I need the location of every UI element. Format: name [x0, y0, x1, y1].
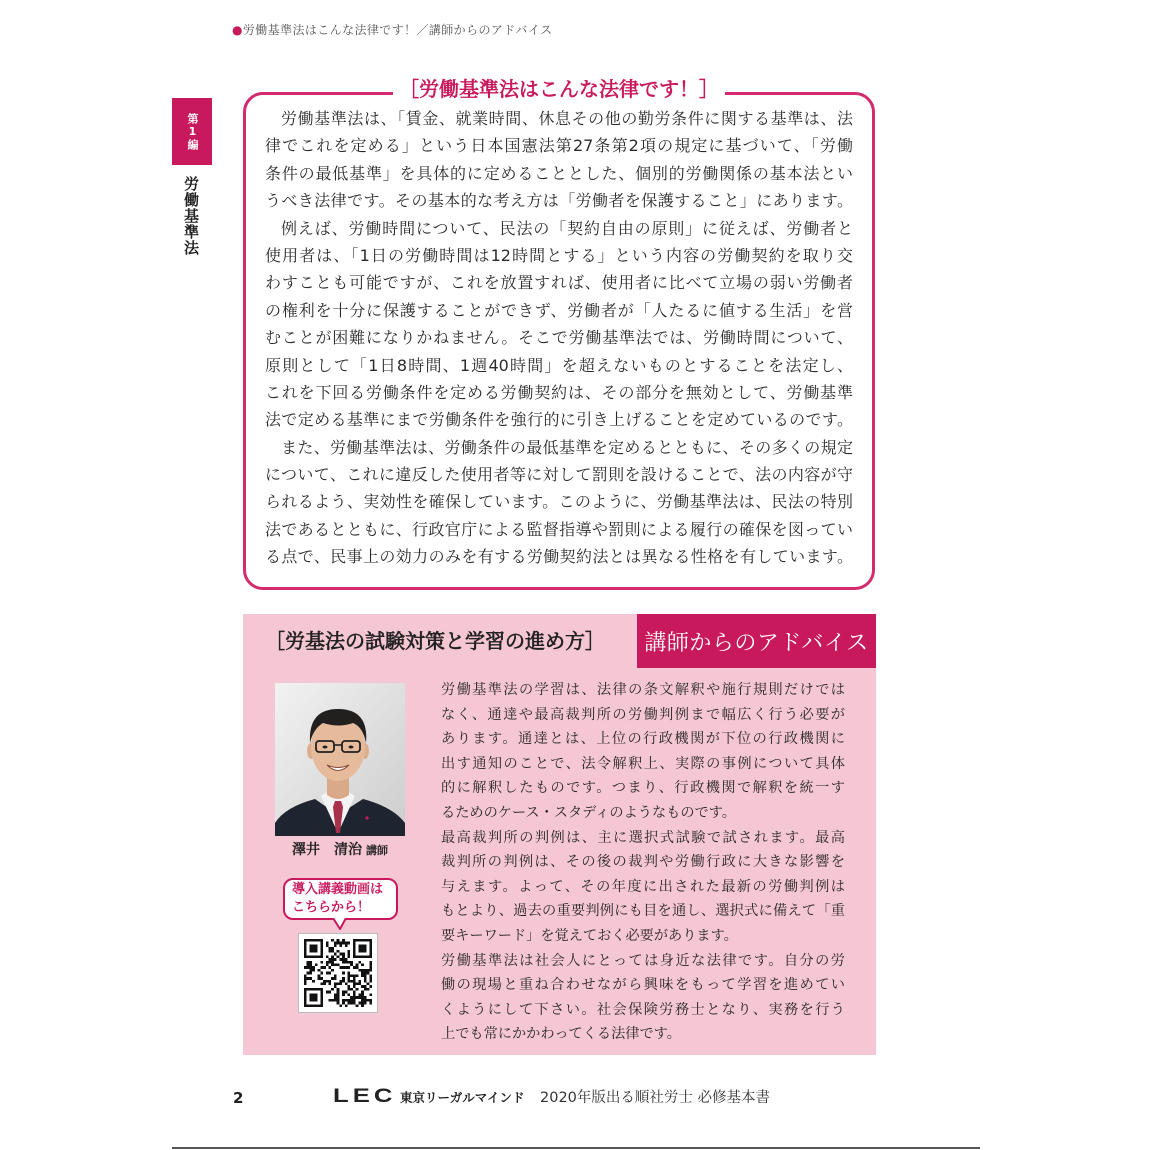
instructor-role: 講師 [366, 844, 388, 857]
bullet-dot-icon: ● [232, 23, 243, 37]
text-line: うべき法律です。その基本的な考え方は「労働者を保護すること」にあります。 [265, 191, 853, 211]
text-line: 律でこれを定める」という日本国憲法第27条第2項の規定に基づいて、「労働 [265, 136, 853, 156]
running-header [232, 22, 553, 38]
advice-badge: 講師からのアドバイス [637, 614, 876, 668]
text-line: 出す通知のことで、法令解釈上、実際の事例について具体 [441, 755, 845, 772]
part-tab [172, 98, 212, 165]
text-line: 的に解釈したものです。つまり、行政機関で解釈を統一す [441, 780, 845, 797]
text-line: 要キーワード」を覚えておく必要があります。 [441, 927, 738, 944]
qr-code [298, 933, 378, 1013]
text-line: 例えば、労働時間について、民法の「契約自由の原則」に従えば、労働者と [281, 218, 853, 238]
chapter-label: 労働基準法 [182, 176, 200, 256]
paragraph [441, 678, 845, 826]
running-header-text: 労働基準法はこんな法律です！／講師からのアドバイス [242, 23, 553, 37]
video-speech-bubble [283, 878, 398, 920]
text-line: くようにして下さい。社会保険労務士となり、実務を行う [441, 1001, 845, 1018]
text-line: 条件の最低基準」を具体的に定めることとした、個別的労働関係の基本法とい [265, 163, 853, 183]
instructor-advice-section [243, 614, 876, 1055]
paragraph [441, 949, 845, 1047]
text-line: 最高裁判所の判例は、主に選択式試験で試されます。最高 [441, 829, 845, 846]
text-line: について、これに違反した使用者等に対して罰則を設けることで、法の内容が守 [265, 465, 853, 485]
paragraph [265, 105, 853, 215]
publisher-name: 東京リーガルマインド [400, 1090, 525, 1105]
advice-title: ［労基法の試験対策と学習の進め方］ [265, 629, 605, 653]
text-line: あります。通達とは、上位の行政機関が下位の行政機関に [441, 731, 845, 748]
law-overview-body [265, 105, 853, 571]
text-line: 与えます。よって、その年度に出された最新の労働判例は [441, 878, 845, 895]
text-line: もとより、過去の重要判例にも目を通し、選択式に備えて「重 [441, 903, 845, 920]
text-line: られるよう、実効性を確保しています。このように、労働基準法は、民法の特別 [265, 492, 853, 512]
bubble-tail-icon [331, 918, 351, 930]
paragraph [441, 826, 845, 949]
footer-divider [172, 1147, 980, 1149]
law-overview-title-text: ［労働基準法はこんな法律です！］ [393, 77, 725, 101]
text-line: 法で定める基準にまで労働条件を強行的に引き上げることを定めているのです。 [265, 410, 853, 430]
text-line: 働の現場と重ね合わせながら興味をもって学習を進めてい [441, 977, 845, 994]
bubble-line: 導入講義動画は [292, 882, 384, 897]
text-line: 労働基準法の学習は、法律の条文解釈や施行規則だけでは [441, 682, 845, 698]
qr-code-image [304, 939, 372, 1007]
text-line: 法であるとともに、行政官庁による監督指導や罰則による履行の確保を図ってい [265, 519, 853, 539]
instructor-photo [275, 683, 405, 836]
page-number: 2 [233, 1089, 244, 1107]
text-line: また、労働基準法は、労働条件の最低基準を定めるとともに、その多くの規定 [281, 437, 853, 457]
text-line: るためのケース・スタディのようなものです。 [441, 804, 736, 821]
text-line: 原則として「1日8時間、1週40時間」を超えないものとすることを法定し、 [265, 355, 853, 375]
publisher-logo: LEC [333, 1086, 397, 1107]
instructor-name [275, 840, 405, 860]
bubble-text [292, 881, 383, 917]
paragraph [265, 215, 853, 434]
text-line: これを下回る労働条件を定める労働契約は、その部分を無効として、労働基準 [265, 382, 853, 402]
part-label: 第1編 [186, 112, 199, 151]
book-title: 2020年版出る順社労士 必修基本書 [540, 1090, 771, 1106]
text-line: 上でも常にかかわってくる法律です。 [441, 1026, 681, 1043]
text-line: わすことも可能ですが、これを放置すれば、使用者に比べて立場の弱い労働者 [265, 273, 853, 293]
text-line: 労働基準法は社会人にとっては身近な法律です。自分の労 [441, 952, 845, 969]
text-line: むことが困難になりかねません。そこで労働基準法では、労働時間について、 [265, 328, 853, 348]
text-line: の権利を十分に保護することができず、労働者が「人たるに値する生活」を営 [265, 300, 853, 320]
paragraph [265, 434, 853, 571]
bubble-line: こちらから！ [292, 900, 371, 915]
text-line: なく、通達や最高裁判所の労働判例まで幅広く行う必要が [441, 706, 845, 723]
text-line: 使用者は、「1日の労働時間は12時間とする」という内容の労働契約を取り交 [265, 245, 853, 265]
instructor-name-text: 澤井 清治 [292, 842, 362, 858]
text-line: 裁判所の判例は、その後の裁判や労働行政に大きな影響を [441, 854, 845, 871]
advice-body [441, 678, 845, 1047]
text-line: 労働基準法は、「賃金、就業時間、休息その他の勤労条件に関する基準は、法 [281, 109, 853, 128]
law-overview-box [243, 77, 875, 590]
law-overview-title [246, 76, 872, 104]
text-line: る点で、民事上の効力のみを有する労働契約法とは異なる性格を有しています。 [265, 547, 853, 567]
